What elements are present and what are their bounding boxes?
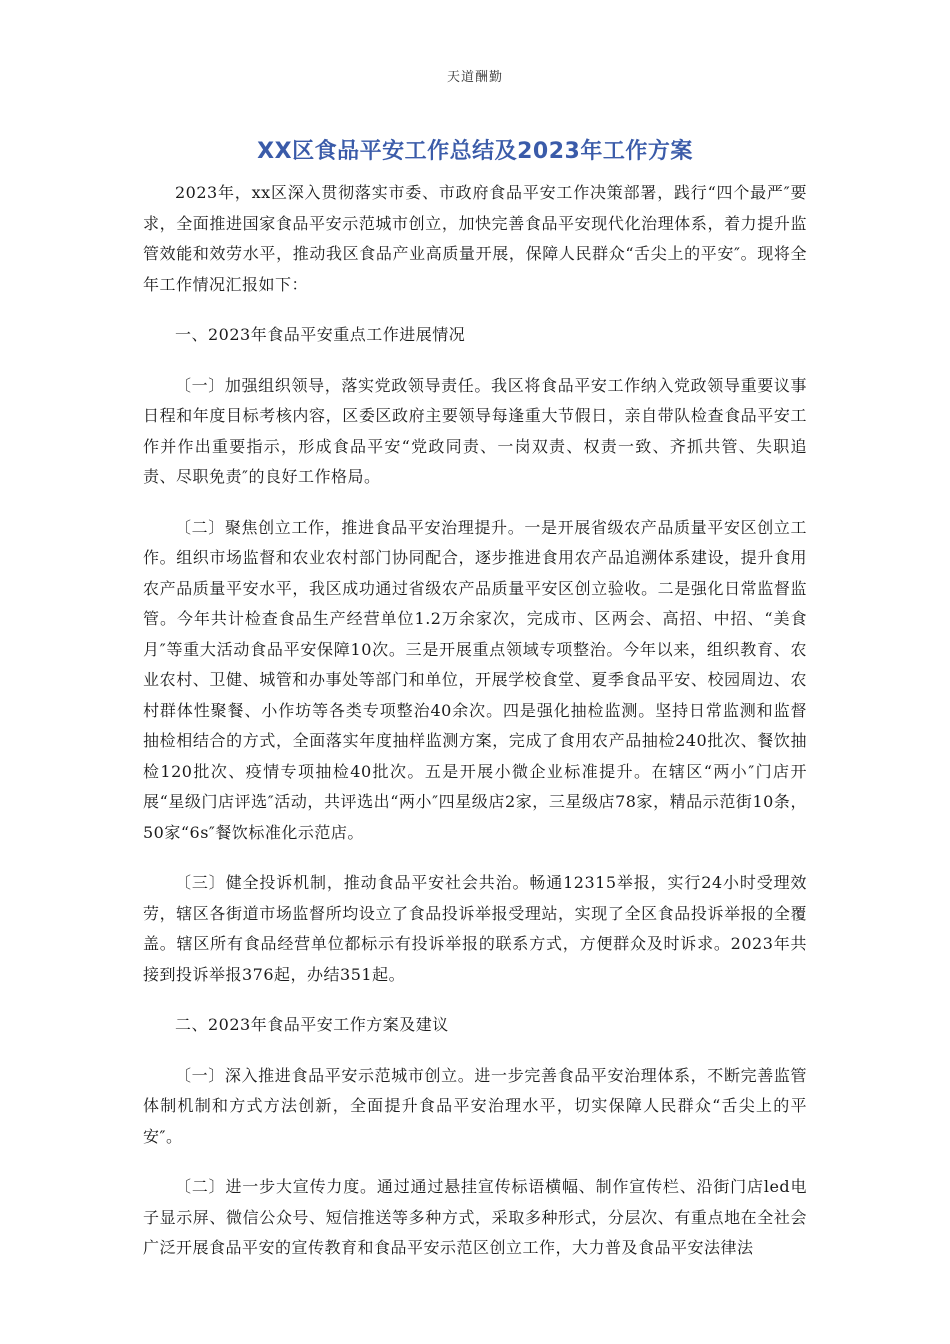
section-2-paragraph-1: 〔一〕深入推进食品平安示范城市创立。进一步完善食品平安治理体系，不断完善监管体制机制和方式方法创新，全面提升食品平安治理水平，切实保障人民群众“舌尖上的平安″。 [143, 1065, 807, 1146]
page-header-motto: 天道酬勤 [446, 70, 503, 85]
section-1-paragraph-2: 〔二〕聚焦创立工作，推进食品平安治理提升。一是开展省级农产品质量平安区创立工作。组织市场监督和农业农村部门协同配合，逐步推进食用农产品追溯体系建设，提升食用农产品质量平安水平，我区成功通过省级农产品质量平安区创立验收。二是强化日常监督监管。今年共计检查食品生产经营单位1.2万余家次，完成市、区两会、高招、中招、“美食月″等重大活动食品平安保障10次。三是开展重点领域专项整治。今年以来，组织教育、农业农村、卫健、城管和办事处等部门和单位，开展学校食堂、夏季食品平安、校园周边、农村群体性聚餐、小作坊等各类专项整治40余次。四是强化抽检监测。坚持日常监测和监督抽检相结合的方式，全面落实年度抽样监测方案，完成了食用农产品抽检240批次、餐饮抽检120批次、疫情专项抽检40批次。五是开展小微企业标准提升。在辖区“两小″门店开展“星级门店评选″活动，共评选出“两小″四星级店2家，三星级店78家，精品示范街10条，50家“6s″餐饮标准化示范店。 [143, 517, 807, 842]
section-2-heading: 二、2023年食品平安工作方案及建议 [175, 1015, 449, 1034]
section-1-paragraph-1: 〔一〕加强组织领导，落实党政领导责任。我区将食品平安工作纳入党政领导重要议事日程和年度目标考核内容，区委区政府主要领导每逢重大节假日，亲自带队检查食品平安工作并作出重要指示，形成食品平安“党政同责、一岗双责、权责一致、齐抓共管、失职追责、尽职免责″的良好工作格局。 [143, 375, 807, 486]
section-2-paragraph-2: 〔二〕进一步大宣传力度。通过通过悬挂宣传标语横幅、制作宣传栏、沿街门店led电子显示屏、微信公众号、短信推送等多种方式，采取多种形式，分层次、有重点地在全社会广泛开展食品平安的宣传教育和食品平安示范区创立工作，大力普及食品平安法律法 [143, 1177, 807, 1257]
document-body [143, 178, 807, 1264]
section-1-paragraph-3: 〔三〕健全投诉机制，推动食品平安社会共治。畅通12315举报，实行24小时受理效劳，辖区各街道市场监督所均设立了食品投诉举报受理站，实现了全区食品投诉举报的全覆盖。辖区所有食品经营单位都标示有投诉举报的联系方式，方便群众及时诉求。2023年共接到投诉举报376起，办结351起。 [143, 873, 807, 984]
document-title: XX区食品平安工作总结及2023年工作方案 [257, 139, 693, 164]
intro-paragraph: 2023年，xx区深入贯彻落实市委、市政府食品平安工作决策部署，践行“四个最严″要求，全面推进国家食品平安示范城市创立，加快完善食品平安现代化治理体系，着力提升监管效能和效劳水平，推动我区食品产业高质量开展，保障人民群众“舌尖上的平安″。现将全年工作情况汇报如下： [143, 183, 807, 294]
section-1-heading: 一、2023年食品平安重点工作进展情况 [175, 325, 466, 344]
